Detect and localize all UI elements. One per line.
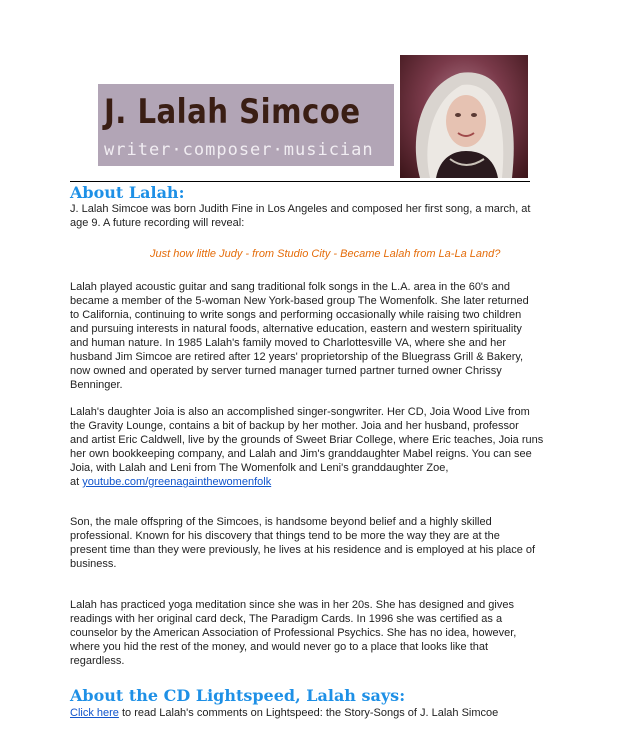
text-line: age 9. A future recording will reveal: (70, 217, 245, 229)
text-line: J. Lalah Simcoe was born Judith Fine in Los Angeles and composed her first song, a march, at (70, 203, 531, 215)
text-line: Son, the male offspring of the Simcoes, is handsome beyond belief and a highly skilled (70, 516, 492, 528)
header-banner (98, 84, 394, 166)
son-paragraph (70, 515, 540, 571)
text-line: counselor by the American Association of Professional Psychics. She has no idea, however, (70, 627, 517, 639)
banner-tagline: writer·composer·musician (104, 140, 374, 160)
text-line: now owned and operated by server turned manager turned partner turned owner Chrissy (70, 365, 502, 377)
text-line: Benninger. (70, 379, 123, 391)
yoga-paragraph (70, 598, 540, 668)
quote-line: Just how little Judy - from Studio City - Became Lalah from La-La Land? (150, 248, 501, 260)
text-line: regardless. (70, 655, 125, 667)
cd-heading: About the CD Lightspeed, Lalah says: (70, 686, 406, 705)
portrait-photo-icon (400, 55, 528, 178)
text-line: Lalah's daughter Joia is also an accomplished singer-songwriter. Her CD, Joia Wood Live from (70, 406, 530, 418)
text-line: Joia, with Lalah and Leni from The Womenfolk and Leni's granddaughter Zoe, (70, 462, 449, 474)
text-line: professional. Known for his discovery that things tend to be more the way they are at the (70, 530, 500, 542)
text-line: and human nature. In 1985 Lalah's family moved to Charlottesville VA, where she and her (70, 337, 507, 349)
text-line: Lalah played acoustic guitar and sang traditional folk songs in the L.A. area in the 60's and (70, 281, 510, 293)
text-line: present time than they were previously, he lives at his residence and is employed at his place of (70, 544, 536, 556)
cd-text: to read Lalah's comments on Lightspeed: the Story-Songs of J. Lalah Simcoe (118, 707, 499, 719)
text-line: Lalah has practiced yoga meditation since she was in her 20s. She has designed and gives (70, 599, 514, 611)
text-line: husband Jim Simcoe are retired after 12 years' proprietorship of the Bluegrass Grill & Bakery, (70, 351, 524, 363)
header-divider (70, 181, 530, 182)
text-line: her own bookkeeping company, and Lalah and Jim's granddaughter Mabel reigns. You can see (70, 448, 532, 460)
intro-paragraph (70, 202, 540, 230)
link-prefix: at (70, 476, 83, 488)
cd-paragraph (70, 706, 540, 720)
click-here-link[interactable]: Click here (70, 707, 119, 719)
text-line (70, 706, 540, 720)
text-line: to California, continuing to write songs and performing occasionally while raising two children (70, 309, 522, 321)
text-line: became a member of the 5-woman New York-based group The Womenfolk. She later returned (70, 295, 529, 307)
text-line: and artist Eric Caldwell, live by the grounds of Sweet Briar College, where Eric teaches, Joia runs (70, 434, 544, 446)
daughter-paragraph (70, 405, 544, 489)
text-line: where you hid the rest of the money, and would never go to a place that looks like that (70, 641, 489, 653)
youtube-link[interactable]: youtube.com/greenagainthewomenfolk (82, 476, 272, 488)
text-line: business. (70, 558, 117, 570)
biography-paragraph (70, 280, 540, 392)
text-line: the Gravity Lounge, contains a bit of backup by her mother. Joia and her husband, professor (70, 420, 519, 432)
text-line (70, 475, 540, 489)
text-line: and pursuing interests in natural foods, alternative education, eastern and western spirituality (70, 323, 522, 335)
about-heading: About Lalah: (70, 183, 185, 202)
text-line: readings with her original card deck, The Paradigm Cards. In 1996 she was certified as a (70, 613, 503, 625)
banner-name: J. Lalah Simcoe (104, 92, 361, 132)
